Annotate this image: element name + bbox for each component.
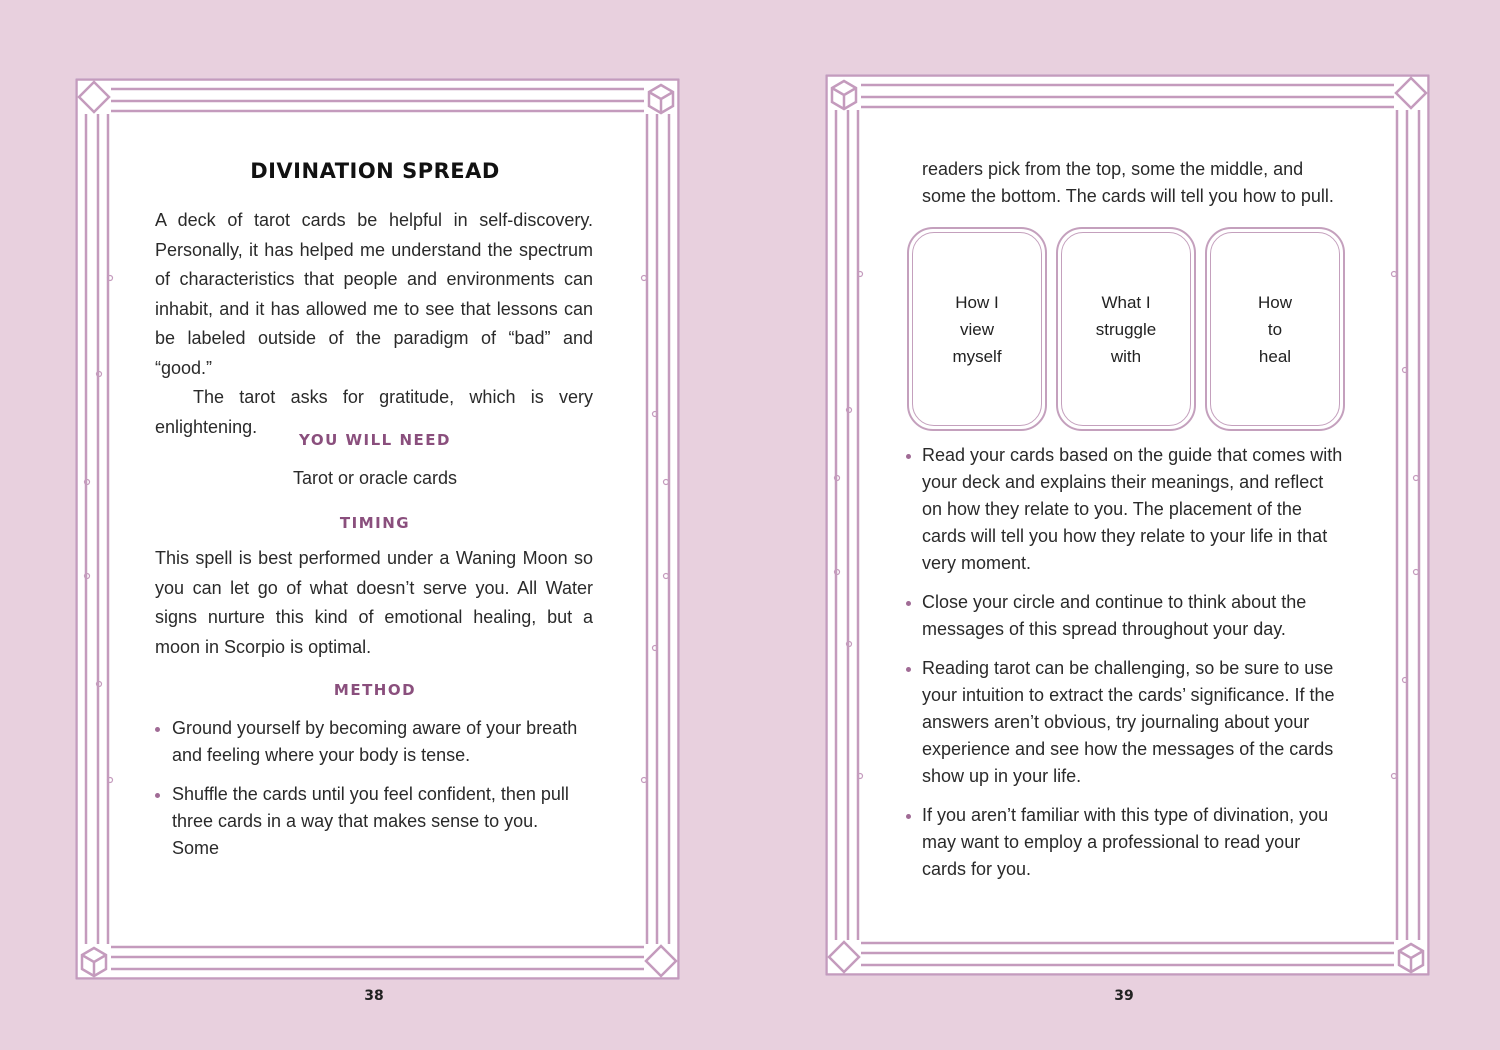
spread-card (1205, 227, 1345, 431)
method-step: Ground yourself by becoming aware of your breath and feeling where your body is tense. (155, 715, 585, 769)
card-face (1210, 232, 1340, 426)
card-label-line: What I (1101, 292, 1151, 312)
method-list-right (906, 442, 1346, 895)
card-face (912, 232, 1042, 426)
left-page (75, 78, 680, 980)
spread-card (907, 227, 1047, 431)
second-paragraph: The tarot asks for gratitude, which is very enlightening. (155, 387, 593, 437)
page-number-left: 38 (364, 988, 384, 1004)
card-label-line: myself (952, 346, 1002, 366)
method-list-left (155, 715, 585, 874)
page-number-right: 39 (1114, 988, 1134, 1004)
card-face (1061, 232, 1191, 426)
you-will-need-heading: YOU WILL NEED (299, 431, 451, 449)
card-label-line: How I (955, 292, 999, 312)
spread-card (1056, 227, 1196, 431)
right-page (825, 74, 1430, 976)
method-step: Shuffle the cards until you feel confident, then pull three cards in a way that makes sense to you. Some (155, 781, 585, 862)
intro-section (155, 206, 593, 442)
you-will-need-text: Tarot or oracle cards (292, 468, 458, 488)
continued-section (922, 156, 1346, 210)
method-step: If you aren’t familiar with this type of divination, you may want to employ a professional to read your cards for you. (906, 802, 1346, 883)
method-step: Reading tarot can be challenging, so be sure to use your intuition to extract the cards’ significance. If the answers aren’t obvious, try journaling about your experience and see how the messages of the cards show up in your life. (906, 655, 1346, 790)
card-label-line: struggle (1095, 319, 1157, 339)
card-label-line: view (959, 319, 994, 339)
card-label-line: with (1110, 346, 1142, 366)
page-title: DIVINATION SPREAD (250, 159, 500, 183)
timing-text: This spell is best performed under a Waning Moon so you can let go of what doesn’t serve you. All Water signs nurture this kind of emotional healing, but a moon in Scorpio is optimal. (155, 548, 593, 657)
method-step: Close your circle and continue to think about the messages of this spread throughout your day. (906, 589, 1346, 643)
card-label-line: to (1267, 319, 1283, 339)
method-step: Read your cards based on the guide that comes with your deck and explains their meanings, and reflect on how they relate to you. The placement of the cards will tell you how they relate to your life in that very moment. (906, 442, 1346, 577)
method-heading: METHOD (333, 681, 417, 699)
timing-heading: TIMING (339, 514, 411, 532)
continued-text: readers pick from the top, some the middle, and some the bottom. The cards will tell you how to pull. (922, 159, 1334, 206)
spread-cards (907, 227, 1349, 433)
intro-paragraph: A deck of tarot cards be helpful in self-discovery. Personally, it has helped me understand the spectrum of characteristics that people and environments can inhabit, and it has allowed me to see that lessons can be labeled outside of the paradigm of “bad” and “good.” (155, 210, 593, 378)
timing-section (155, 544, 593, 662)
card-label-line: heal (1258, 346, 1292, 366)
card-label-line: How (1257, 292, 1292, 312)
